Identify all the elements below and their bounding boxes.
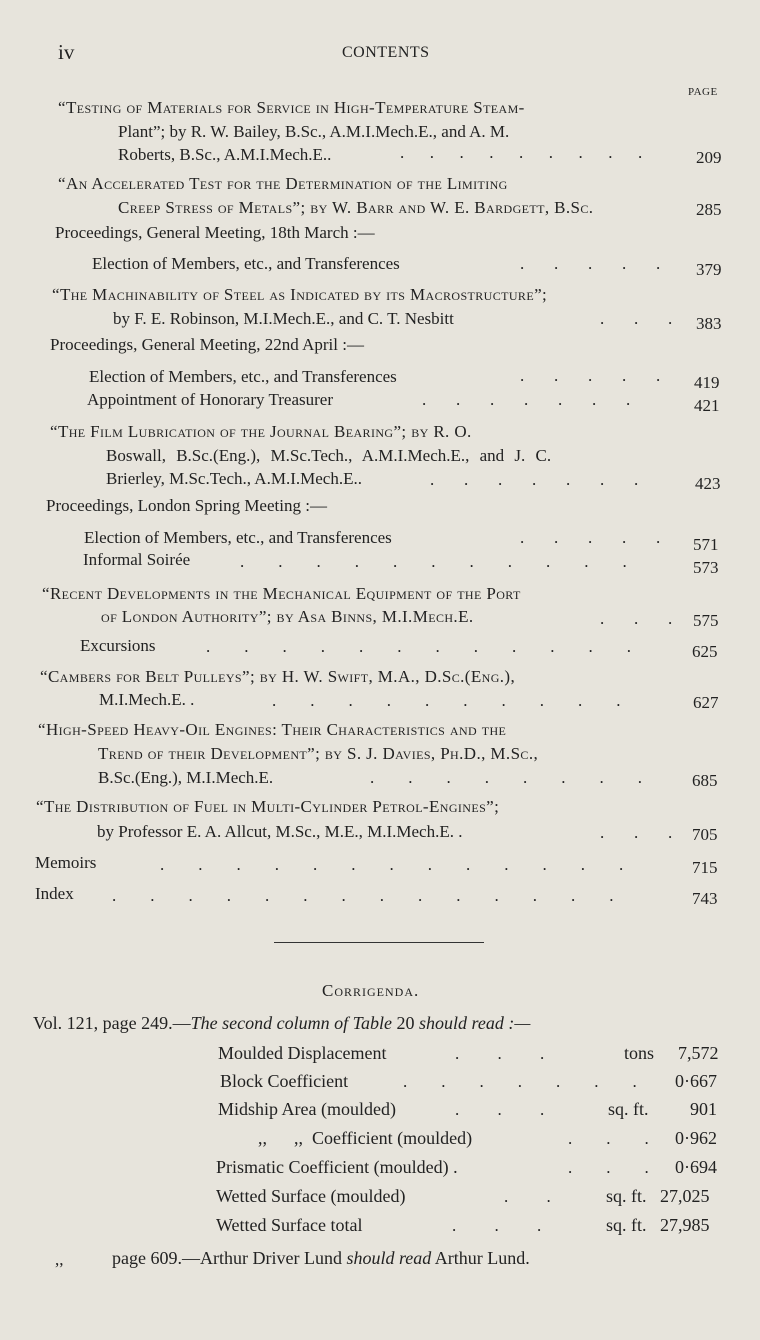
corrigenda-row-label: Prismatic Coefficient (moulded) . [216,1157,458,1177]
toc-page-number: 627 [693,693,719,712]
corrigenda-intro-ref: Vol. 121, page 249.— [33,1013,191,1033]
toc-entry-title-line: “The Film Lubrication of the Journal Bearing”; by R. O. [50,422,472,441]
toc-page-number: 715 [692,858,718,877]
toc-entry-title-line: Election of Members, etc., and Transferences [92,254,400,273]
dot-leader: . . [504,1187,551,1206]
toc-entry-title-line: “An Accelerated Test for the Determination of the Limiting [58,174,508,193]
toc-page-number: 209 [696,148,722,167]
dot-leader: . . . . . [520,366,661,385]
toc-page-number: 575 [693,611,719,630]
corrigenda-row-label: Moulded Displacement [218,1043,387,1063]
toc-entry-title-line: “Cambers for Belt Pulleys”; by H. W. Swift, M.A., D.Sc.(Eng.), [40,667,516,686]
toc-section-heading: Proceedings, General Meeting, 18th March :— [55,223,375,242]
page-column-label: PAGE [688,86,718,98]
corrigenda-row-label: Midship Area (moulded) [218,1099,396,1119]
corrigenda-row-label: ,, ,, Coefficient (moulded) [258,1128,473,1148]
corrigenda-intro [33,1013,530,1034]
toc-entry-title-line: Trend of their Development”; by S. J. Davies, Ph.D., M.Sc., [98,744,539,763]
corrigenda-row-value: 7,572 [678,1043,719,1063]
dot-leader: . . . [452,1216,542,1235]
toc-entry-title-line: “Testing of Materials for Service in High-Temperature Steam- [58,98,525,117]
dot-leader: . . . [455,1100,545,1119]
corrigenda-row-value: 0·962 [675,1128,717,1148]
toc-entry-title-line: M.I.Mech.E. . [99,690,195,709]
corrigenda-intro-italic: The second column of Table [190,1013,392,1033]
toc-page-number: 285 [696,200,722,219]
corrigenda-row-unit: sq. ft. [606,1186,647,1206]
dot-leader: . . . [600,309,673,328]
toc-entry-title-line: Index [35,884,74,903]
page-number-roman: iv [58,40,75,64]
dot-leader: . . . [568,1158,649,1177]
toc-entry-title-line: Memoirs [35,853,97,872]
toc-page-number: 383 [696,314,722,333]
corrigenda-row-label: Block Coefficient [220,1071,349,1091]
corrigenda-intro-italic: should read :— [419,1013,531,1033]
section-divider [274,942,484,943]
toc-entry-title-fragment: of London Authority”; by Asa Binns, M.I.Mech.E. [101,607,474,626]
page-title: CONTENTS [342,44,430,61]
dot-leader: . . . . . . . . . [400,143,643,162]
toc-entry-title-line: “High-Speed Heavy-Oil Engines: Their Characteristics and the [38,720,507,739]
corrigenda-row-unit: sq. ft. [606,1215,647,1235]
toc-page-number: 419 [694,373,720,392]
corrigenda-row-label: Wetted Surface total [216,1215,363,1235]
toc-page-number: 743 [692,889,718,908]
dot-leader: . . . . . [520,528,661,547]
dot-leader: . . . . . . . . . . . [240,552,627,571]
corrigenda-intro-number: 20 [392,1013,419,1033]
toc-entry-title-line: Excursions [80,636,156,655]
corrigenda-row-value: 0·694 [675,1157,717,1177]
dot-leader: . . . [600,609,673,628]
corrigenda-row-value: 901 [690,1099,717,1119]
toc-entry-title-line: Boswall, B.Sc.(Eng.), M.Sc.Tech., A.M.I.Mech.E., and J. C. [106,446,552,465]
toc-page-number: 423 [695,474,721,493]
corrigenda-heading: Corrigenda. [322,981,420,1000]
toc-entry-title-line: Brierley, M.Sc.Tech., A.M.I.Mech.E.. [106,469,362,488]
corrigenda-final-text: Arthur Lund. [431,1248,530,1268]
toc-page-number: 573 [693,558,719,577]
dot-leader: . . . . . . . [422,390,631,409]
toc-entry-title-line: “Recent Developments in the Mechanical Equipment of the Port [42,584,521,603]
dot-leader: . . . . . . . . . . . . . . [112,886,614,905]
toc-page-number: 685 [692,771,718,790]
toc-entry-title-line: by Professor E. A. Allcut, M.Sc., M.E., M.I.Mech.E. . [97,822,463,841]
corrigenda-final-text: page 609.—Arthur Driver Lund [112,1248,347,1268]
toc-entry-title-line: Appointment of Honorary Treasurer [87,390,333,409]
corrigenda-row-label: Wetted Surface (moulded) [216,1186,406,1206]
dot-leader: . . . . . . . [403,1072,637,1091]
toc-page-number: 625 [692,642,718,661]
toc-entry-title-line: by F. E. Robinson, M.I.Mech.E., and C. T. Nesbitt [113,309,454,328]
toc-entry-title-line: Election of Members, etc., and Transferences [84,528,392,547]
corrigenda-row-value: 27,985 [660,1215,710,1235]
dot-leader: . . . . . . . . [370,768,642,787]
dot-leader: . . . [568,1129,649,1148]
dot-leader: . . . . . . . . . . . . . [160,855,624,874]
toc-entry-title-line: “The Distribution of Fuel in Multi-Cylinder Petrol-Engines”; [36,797,500,816]
toc-entry-title-line: Roberts, B.Sc., A.M.I.Mech.E.. [118,145,332,164]
toc-section-heading: Proceedings, London Spring Meeting :— [46,496,327,515]
toc-entry-title-line: Creep Stress of Metals”; by W. Barr and W. E. Bardgett, B.Sc. [118,198,594,217]
toc-page-number: 379 [696,260,722,279]
toc-page-number: 705 [692,825,718,844]
corrigenda-ditto-mark: ,, [55,1250,64,1269]
corrigenda-row-unit: sq. ft. [608,1099,649,1119]
dot-leader: . . . [600,823,673,842]
toc-entry-title-line: Election of Members, etc., and Transferences [89,367,397,386]
corrigenda-row-value: 0·667 [675,1071,717,1091]
corrigenda-final-italic: should read [346,1248,432,1268]
toc-entry-title-line: Plant”; by R. W. Bailey, B.Sc., A.M.I.Mech.E., and A. M. [118,122,510,141]
toc-entry-title-line [101,605,474,628]
toc-section-heading: Proceedings, General Meeting, 22nd April :— [50,335,364,354]
toc-page-number: 421 [694,396,720,415]
dot-leader: . . . . . [520,254,661,273]
toc-entry-title-line: B.Sc.(Eng.), M.I.Mech.E. [98,768,274,787]
toc-entry-title-line: “The Machinability of Steel as Indicated by its Macrostructure”; [52,285,548,304]
dot-leader: . . . . . . . . . . [272,691,621,710]
dot-leader: . . . . . . . . . . . . [206,637,631,656]
toc-entry-title-line: Informal Soirée [83,550,191,569]
corrigenda-final-line [112,1248,530,1269]
dot-leader: . . . [455,1044,545,1063]
corrigenda-row-value: 27,025 [660,1186,710,1206]
corrigenda-row-unit: tons [624,1043,655,1063]
dot-leader: . . . . . . . [430,470,639,489]
toc-page-number: 571 [693,535,719,554]
